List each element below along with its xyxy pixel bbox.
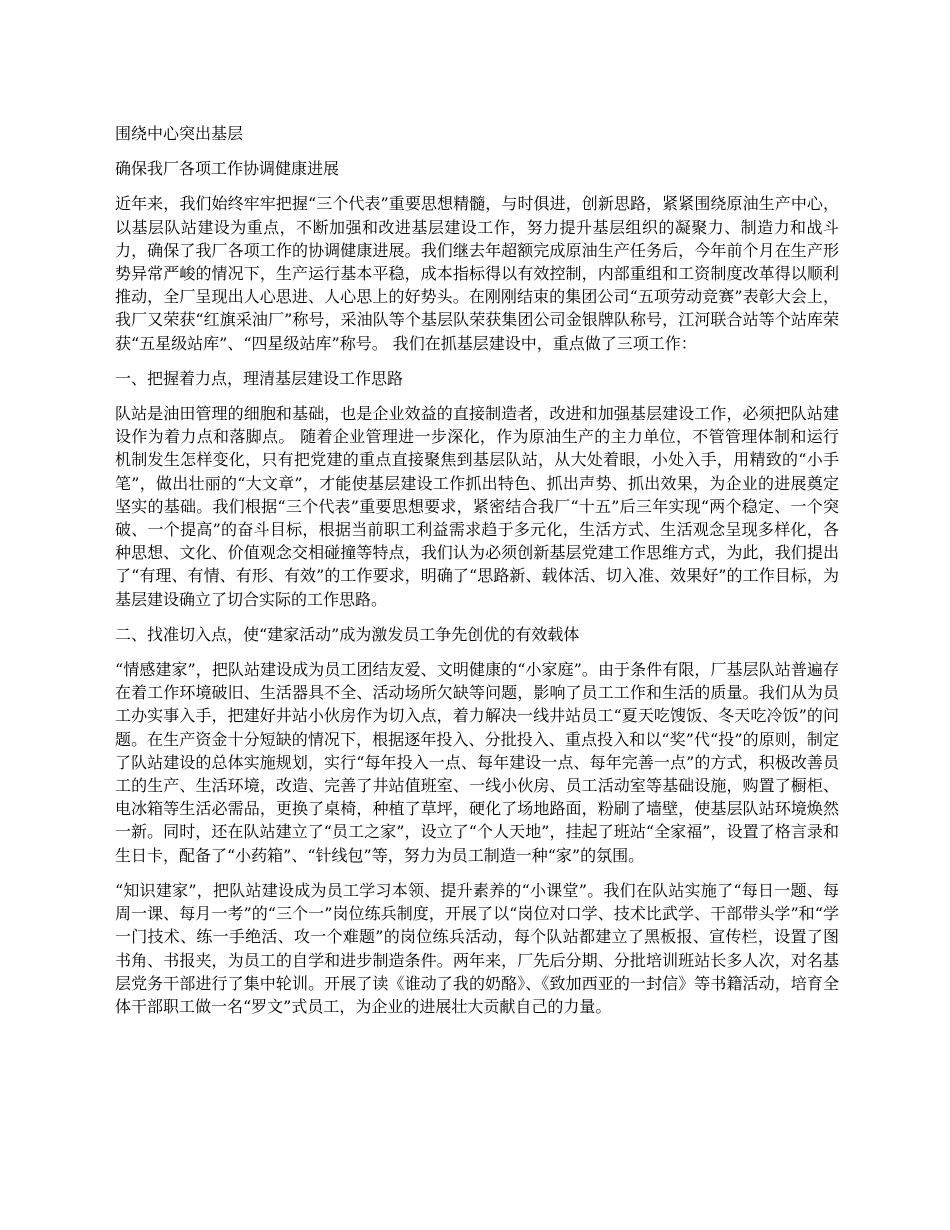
section1-paragraph: 队站是油田管理的细胞和基础，也是企业效益的直接制造者，改进和加强基层建设工作，必须把队站建设作为着力点和落脚点。 随着企业管理进一步深化，作为原油生产的主力单位，不管管理体制和运行机制发生怎样变化，只有把党建的重点直接聚焦到基层队站，从大处着眼，小处入手，用精致的“小手笔”，做出壮丽的“大文章”，才能使基层建设工作抓出特色、抓出声势、抓出效果，为企业的进展奠定坚实的基础。我们根据“三个代表”重要思想要求，紧密结合我厂“十五”后三年实现“两个稳定、一个突破、一个提高”的奋斗目标，根据当前职工利益需求趋于多元化，生活方式、生活观念呈现多样化，各种思想、文化、价值观念交相碰撞等特点，我们认为必须创新基层党建工作思维方式，为此，我们提出了“有理、有情、有形、有效”的工作要求，明确了“思路新、载体活、切入准、效果好”的工作目标，为基层建设确立了切合实际的工作思路。 [115, 404, 839, 609]
intro-paragraph: 近年来，我们始终牢牢把握“三个代表”重要思想精髓，与时俱进，创新思路，紧紧围绕原油生产中心，以基层队站建设为重点，不断加强和改进基层建设工作，努力提升基层组织的凝聚力、制造力和战斗力，确保了我厂各项工作的协调健康进展。我们继去年超额完成原油生产任务后，今年前个月在生产形势异常严峻的情况下，生产运行基本平稳，成本指标得以有效控制，内部重组和工资制度改革得以顺利推动，全厂呈现出人心思进、人心思上的好势头。在刚刚结束的集团公司“五项劳动竞赛”表彰大会上，我厂又荣获“红旗采油厂”称号，采油队等个基层队荣获集团公司金银牌队称号，江河联合站等个站库荣获“五星级站库”、“四星级站库”称号。 我们在抓基层建设中，重点做了三项工作： [115, 194, 839, 353]
section1-heading: 一、把握着力点，理清基层建设工作思路 [115, 368, 404, 388]
section2-heading: 二、找准切入点，使“建家活动”成为激发员工争先创优的有效载体 [115, 624, 580, 644]
section2-paragraph-1: “情感建家”，把队站建设成为员工团结友爱、文明健康的“小家庭”。由于条件有限，厂基层队站普遍存在着工作环境破旧、生活器具不全、活动场所欠缺等问题，影响了员工工作和生活的质量。我们从为员工办实事入手，把建好井站小伙房作为切入点，着力解决一线井站员工“夏天吃馊饭、冬天吃冷饭”的问题。在生产资金十分短缺的情况下，根据逐年投入、分批投入、重点投入和以“奖”代“投”的原则，制定了队站建设的总体实施规划，实行“每年投入一点、每年建设一点、每年完善一点”的方式，积极改善员工的生产、生活环境，改造、完善了井站值班室、一线小伙房、员工活动室等基础设施，购置了橱柜、电冰箱等生活必需品，更换了桌椅，种植了草坪，硬化了场地路面，粉刷了墙壁，使基层队站环境焕然一新。同时，还在队站建立了“员工之家”，设立了“个人天地”，挂起了班站“全家福”，设置了格言录和生日卡，配备了“小药箱”、“针线包”等，努力为员工制造一种“家”的氛围。 [115, 660, 839, 865]
document-page [115, 122, 839, 1030]
section2-paragraph-2: “知识建家”，把队站建设成为员工学习本领、提升素养的“小课堂”。我们在队站实施了“每日一题、每周一课、每月一考”的“三个一”岗位练兵制度，开展了以“岗位对口学、技术比武学、干部带头学”和“学一门技术、练一手绝活、攻一个难题”的岗位练兵活动，每个队站都建立了黑板报、宣传栏，设置了图书角、书报夹，为员工的自学和进步制造条件。两年来，厂先后分期、分批培训班站长多人次，对名基层党务干部进行了集中轮训。开展了读《谁动了我的奶酪》、《致加西亚的一封信》等书籍活动，培育全体干部职工做一名“罗文”式员工，为企业的进展壮大贡献自己的力量。 [115, 880, 839, 1016]
document-subtitle: 确保我厂各项工作协调健康进展 [115, 159, 340, 179]
document-title: 围绕中心突出基层 [115, 124, 244, 143]
